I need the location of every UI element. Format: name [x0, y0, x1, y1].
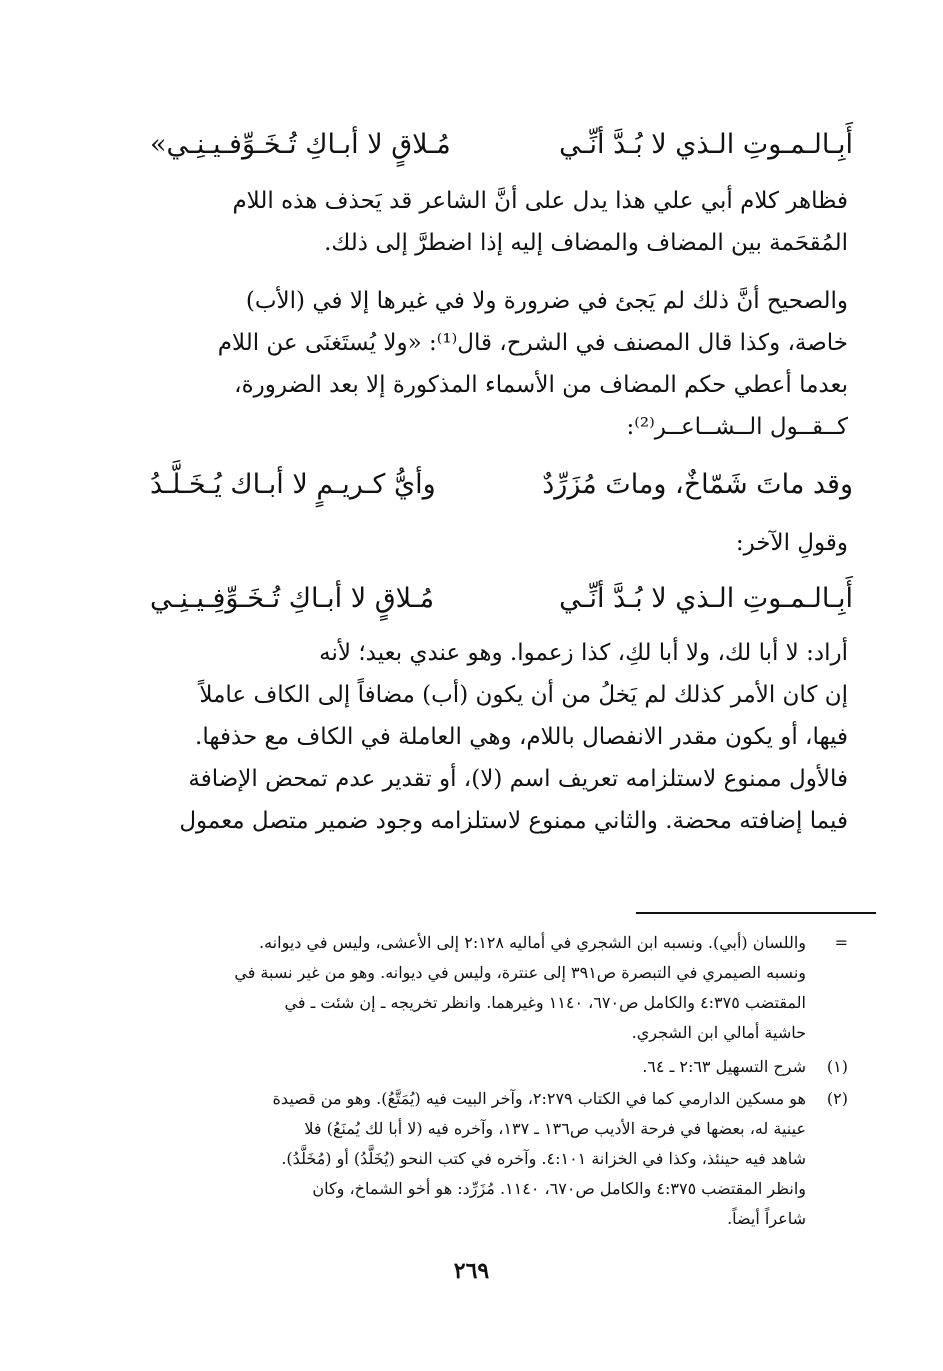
text-line: فظاهر كلام أبي علي هذا يدل على أنَّ الشاعر قد يَحذف هذه اللام	[232, 188, 848, 214]
paragraph-3	[90, 522, 848, 564]
footnote-line: واللسان (أبي). ونسبه ابن الشجري في أماليه ٢:١٢٨ إلى الأعشى، وليس في ديوانه.	[259, 933, 806, 952]
page-number: ٢٦٩	[453, 1258, 490, 1284]
footnote-number: (١)	[826, 1057, 848, 1076]
text-line: كــقــول الــشــاعــر⁽²⁾:	[626, 414, 848, 440]
verse-2-first-hemistich: وقد ماتَ شَمّاخٌ، وماتَ مُزَرِّدٌ	[542, 469, 853, 500]
text-line: فيها، أو يكون مقدر الانفصال باللام، وهي العاملة في الكاف مع حذفها.	[195, 724, 848, 750]
text-line: بعدما أعطي حكم المضاف من الأسماء المذكورة إلا بعد الضرورة،	[234, 372, 848, 398]
verse-3	[150, 576, 853, 622]
footnote-line: هو مسكين الدارمي كما في الكتاب ٢:٢٧٩، وآخر البيت فيه (يُمَتَّعُ). وهو من قصيدة	[272, 1089, 806, 1108]
footnote-line: حاشية أمالي ابن الشجري.	[631, 1023, 806, 1042]
verse-3-first-hemistich: أَبِـالـمـوتِ الـذي لا بُـدَّ أنِّـي	[559, 583, 853, 614]
footnote-line: شاهد فيه حينئذ، وكذا في الخزانة ٤:١٠١. وآخره في كتب النحو (يُخَلَّدُ) أو (مُخَلَّدُ).	[281, 1149, 806, 1168]
paragraph-4	[90, 632, 848, 842]
text-line: وقولِ الآخر:	[735, 530, 848, 556]
verse-2-second-hemistich: وأيُّ كـريـمٍ لا أبـاك يُـخَـلَّـدُ	[150, 469, 436, 500]
footnote-line: شاعراً أيضاً.	[727, 1209, 806, 1228]
paragraph-1	[90, 180, 848, 264]
verse-3-second-hemistich: مُـلاقٍ لا أبـاكِ تُـخَـوِّفِـيـنِـي	[150, 583, 435, 614]
text-line: إن كان الأمر كذلك لم يَخلُ من أن يكون (أب) مضافاً إلى الكاف عاملاً	[199, 682, 848, 708]
text-line: والصحيح أنَّ ذلك لم يَجئ في ضرورة ولا في غيرها إلا في (الأب)	[245, 288, 848, 314]
text-line: خاصة، وكذا قال المصنف في الشرح، قال⁽¹⁾: «ولا يُستَغنَى عن اللام	[217, 330, 848, 356]
verse-2	[150, 462, 853, 508]
footnote-separator	[636, 912, 876, 914]
footnote-line: المقتضب ٤:٣٧٥ والكامل ص٦٧٠، ١١٤٠ وغيرهما. وانظر تخريجه ـ إن شئت ـ في	[284, 993, 806, 1012]
verse-1-first-hemistich: أَبِـالـمـوتِ الـذي لا بُـدَّ أنِّـي	[559, 129, 853, 160]
text-line: المُقحَمة بين المضاف والمضاف إليه إذا اضطرَّ إلى ذلك.	[324, 230, 848, 256]
verse-1-second-hemistich: مُـلاقٍ لا أبـاكِ تُـخَـوِّفـيـنِـي»	[150, 129, 451, 160]
text-line: فيما إضافته محضة. والثاني ممنوع لاستلزامه وجود ضمير متصل معمول	[179, 808, 848, 834]
footnote-line: ونسبه الصيمري في التبصرة ص٣٩١ إلى عنترة، وليس في ديوانه. وهو من غير نسبة في	[234, 963, 806, 982]
footnote-line: شرح التسهيل ٢:٦٣ ـ ٦٤.	[642, 1057, 806, 1076]
footnote-2	[90, 1084, 848, 1234]
paragraph-2	[90, 280, 848, 448]
footnote-marker: =	[834, 933, 848, 952]
footnote-1	[90, 1052, 848, 1082]
text-line: أراد: لا أبا لك، ولا أبا لكِ، كذا زعموا. وهو عندي بعيد؛ لأنه	[319, 640, 848, 666]
footnote-number: (٢)	[826, 1089, 848, 1108]
footnote-continued	[90, 928, 848, 1048]
verse-1	[150, 122, 853, 168]
footnote-line: عينية له، بعضها في فرحة الأديب ص١٣٦ ـ ١٣٧، وآخره فيه (لا أبا لك يُمنَعُ) فلا	[304, 1119, 806, 1138]
text-line: فالأول ممنوع لاستلزامه تعريف اسم (لا)، أو تقدير عدم تمحض الإضافة	[188, 766, 848, 792]
footnote-line: وانظر المقتضب ٤:٣٧٥ والكامل ص٦٧٠، ١١٤٠. مُزَرِّد: هو أخو الشماخ، وكان	[312, 1179, 806, 1198]
